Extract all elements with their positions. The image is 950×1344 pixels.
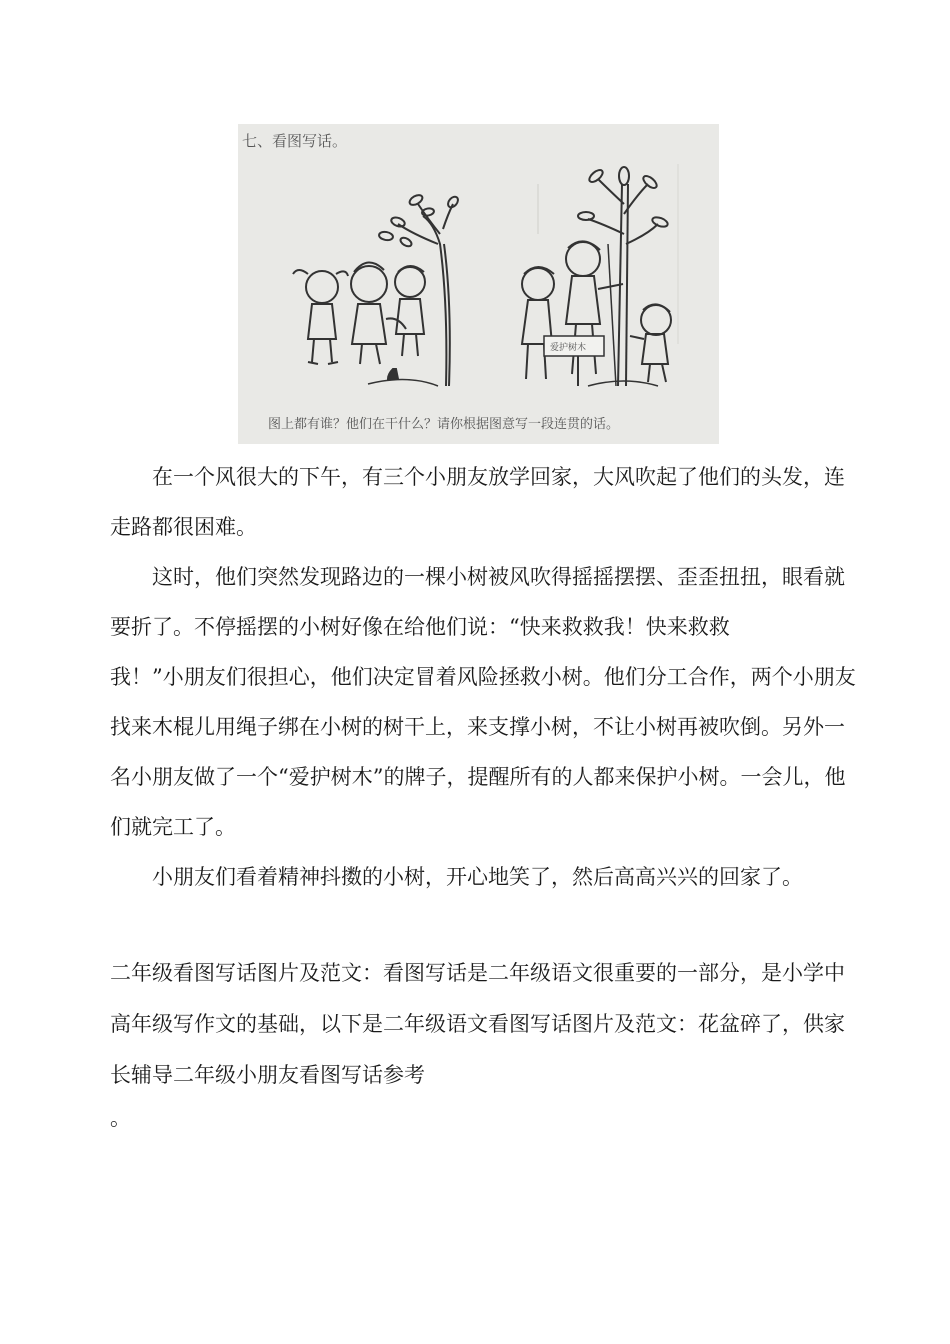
intro-paragraph: 二年级看图写话图片及范文：看图写话是二年级语文很重要的一部分，是小学中高年级写作文的基础，以下是二年级语文看图写话图片及范文：花盆碎了，供家长辅导二年级小朋友看图写话参考 <box>110 961 845 1087</box>
essay-paragraph-2-continued: 我！”小朋友们很担心，他们决定冒着风险拯救小树。他们分工合作，两个小朋友找来木棍儿用绳子绑在小树的树干上，来支撑小树，不让小树再被吹倒。另外一名小朋友做了一个“爱护树木”的牌子，提醒所有的人都来保护小树。一会儿，他们就完工了。 <box>110 665 856 839</box>
worksheet-illustration <box>238 124 719 444</box>
trailing-period: 。 <box>110 1106 131 1130</box>
essay-paragraph-3: 小朋友们看着精神抖擞的小树，开心地笑了，然后高高兴兴的回家了。 <box>152 865 803 889</box>
children-helping-drawing <box>522 241 671 386</box>
essay-paragraph-2: 这时，他们突然发现路边的一棵小树被风吹得摇摇摆摆、歪歪扭扭，眼看就要折了。不停摇摆的小树好像在给他们说：“快来救救我！快来救救 <box>110 565 845 639</box>
figure-prompt: 图上都有谁？他们在干什么？请你根据图意写一段连贯的话。 <box>268 417 620 432</box>
article-intro <box>110 948 860 1101</box>
essay-paragraph-1: 在一个风很大的下午，有三个小朋友放学回家，大风吹起了他们的头发，连走路都很困难。 <box>110 465 845 539</box>
three-children-drawing <box>293 262 425 364</box>
protect-trees-sign-text: 爱护树木 <box>550 343 587 353</box>
illustration-svg <box>238 124 719 444</box>
figure-heading: 七、看图写话。 <box>242 132 348 150</box>
bent-tree-drawing <box>368 193 460 386</box>
essay-text <box>110 452 860 902</box>
